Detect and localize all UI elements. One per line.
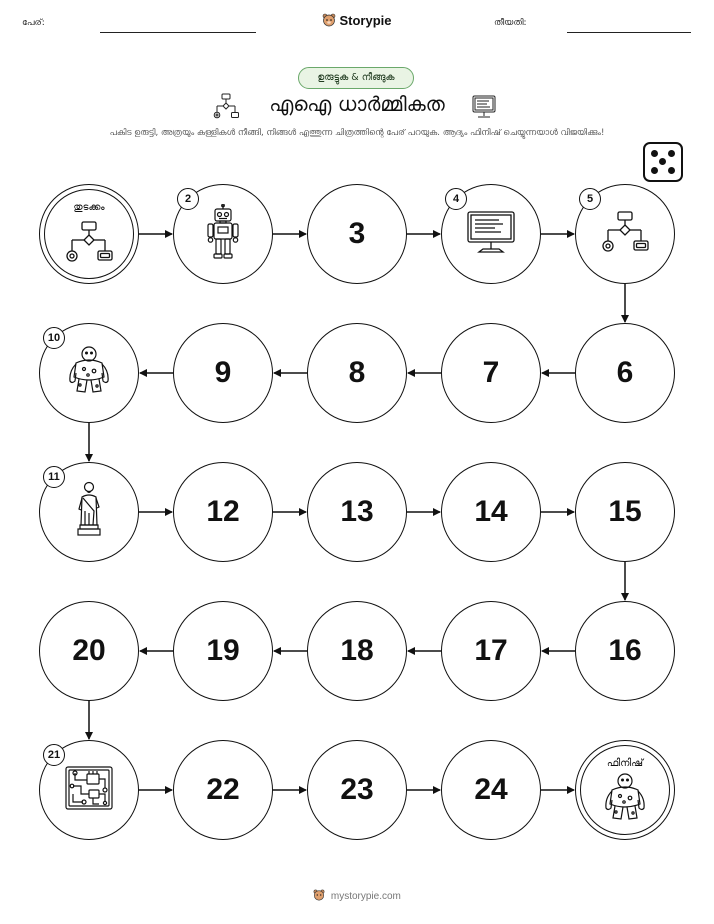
square-number-badge: 21	[43, 744, 65, 766]
page-title: എഐ ധാർമ്മികത	[269, 92, 445, 116]
golem-icon	[66, 345, 112, 401]
board-square-10	[39, 323, 139, 423]
board-square-14	[441, 462, 541, 562]
square-number: 3	[348, 217, 366, 250]
golem-icon	[602, 772, 648, 828]
circuit-board-icon	[63, 764, 115, 816]
philosopher-statue-icon	[74, 481, 104, 543]
activity-badge: ഉരുട്ടുക & നീങ്ങുക	[298, 67, 414, 89]
board-square-25	[575, 740, 675, 840]
board-square-7	[441, 323, 541, 423]
square-number-badge: 11	[43, 466, 65, 488]
footer-brand	[0, 889, 714, 902]
board-square-12	[173, 462, 273, 562]
board-square-3	[307, 184, 407, 284]
board-square-2	[173, 184, 273, 284]
board-square-24	[441, 740, 541, 840]
board-square-6	[575, 323, 675, 423]
board-square-23	[307, 740, 407, 840]
board-square-1	[39, 184, 139, 284]
brand-name: Storypie	[339, 13, 392, 28]
board-square-22	[173, 740, 273, 840]
square-number: 19	[206, 634, 240, 667]
square-number-badge: 4	[445, 188, 467, 210]
bear-logo-icon	[313, 891, 331, 902]
square-number-badge: 10	[43, 327, 65, 349]
square-number: 14	[474, 495, 508, 528]
board-square-18	[307, 601, 407, 701]
board-square-13	[307, 462, 407, 562]
square-number: 12	[206, 495, 240, 528]
square-number: 7	[482, 356, 500, 389]
footer-url: mystorypie.com	[330, 891, 401, 902]
board-square-19	[173, 601, 273, 701]
board-square-4	[441, 184, 541, 284]
instructions: പകിട ഉരുട്ടി, അത്രയും കള്ളികൾ നീങ്ങി, നിങ്ങൾ എത്തുന്ന ചിത്രത്തിന്റെ പേര് പറയുക. ആദ്യം ഫിനിഷ് ചെയ്യുന്നയാൾ വിജയിക്കും!	[109, 128, 605, 138]
flowchart-icon	[600, 210, 650, 258]
square-number: 17	[474, 634, 508, 667]
square-number-badge: 5	[579, 188, 601, 210]
square-number: 20	[72, 634, 106, 667]
square-number: 15	[608, 495, 642, 528]
square-number: 24	[474, 773, 508, 806]
date-label: തീയതി:	[494, 18, 527, 28]
board-square-15	[575, 462, 675, 562]
board-square-8	[307, 323, 407, 423]
square-number: 6	[616, 356, 634, 389]
square-number: 8	[348, 356, 366, 389]
square-number-badge: 2	[177, 188, 199, 210]
finish-label: ഫിനിഷ്	[606, 758, 644, 769]
square-number: 22	[206, 773, 240, 806]
board-square-9	[173, 323, 273, 423]
square-number: 13	[340, 495, 374, 528]
board-square-5	[575, 184, 675, 284]
board-square-11	[39, 462, 139, 562]
board-square-20	[39, 601, 139, 701]
name-label: പേര്:	[22, 18, 45, 28]
square-number: 9	[214, 356, 232, 389]
board-square-17	[441, 601, 541, 701]
start-label: തുടക്കം	[73, 202, 105, 213]
robot-icon	[203, 204, 243, 264]
square-number: 23	[340, 773, 374, 806]
square-number: 18	[340, 634, 374, 667]
computer-monitor-icon	[465, 209, 517, 259]
board-square-21	[39, 740, 139, 840]
square-number: 16	[608, 634, 642, 667]
flowchart-icon	[64, 220, 114, 268]
board-square-16	[575, 601, 675, 701]
